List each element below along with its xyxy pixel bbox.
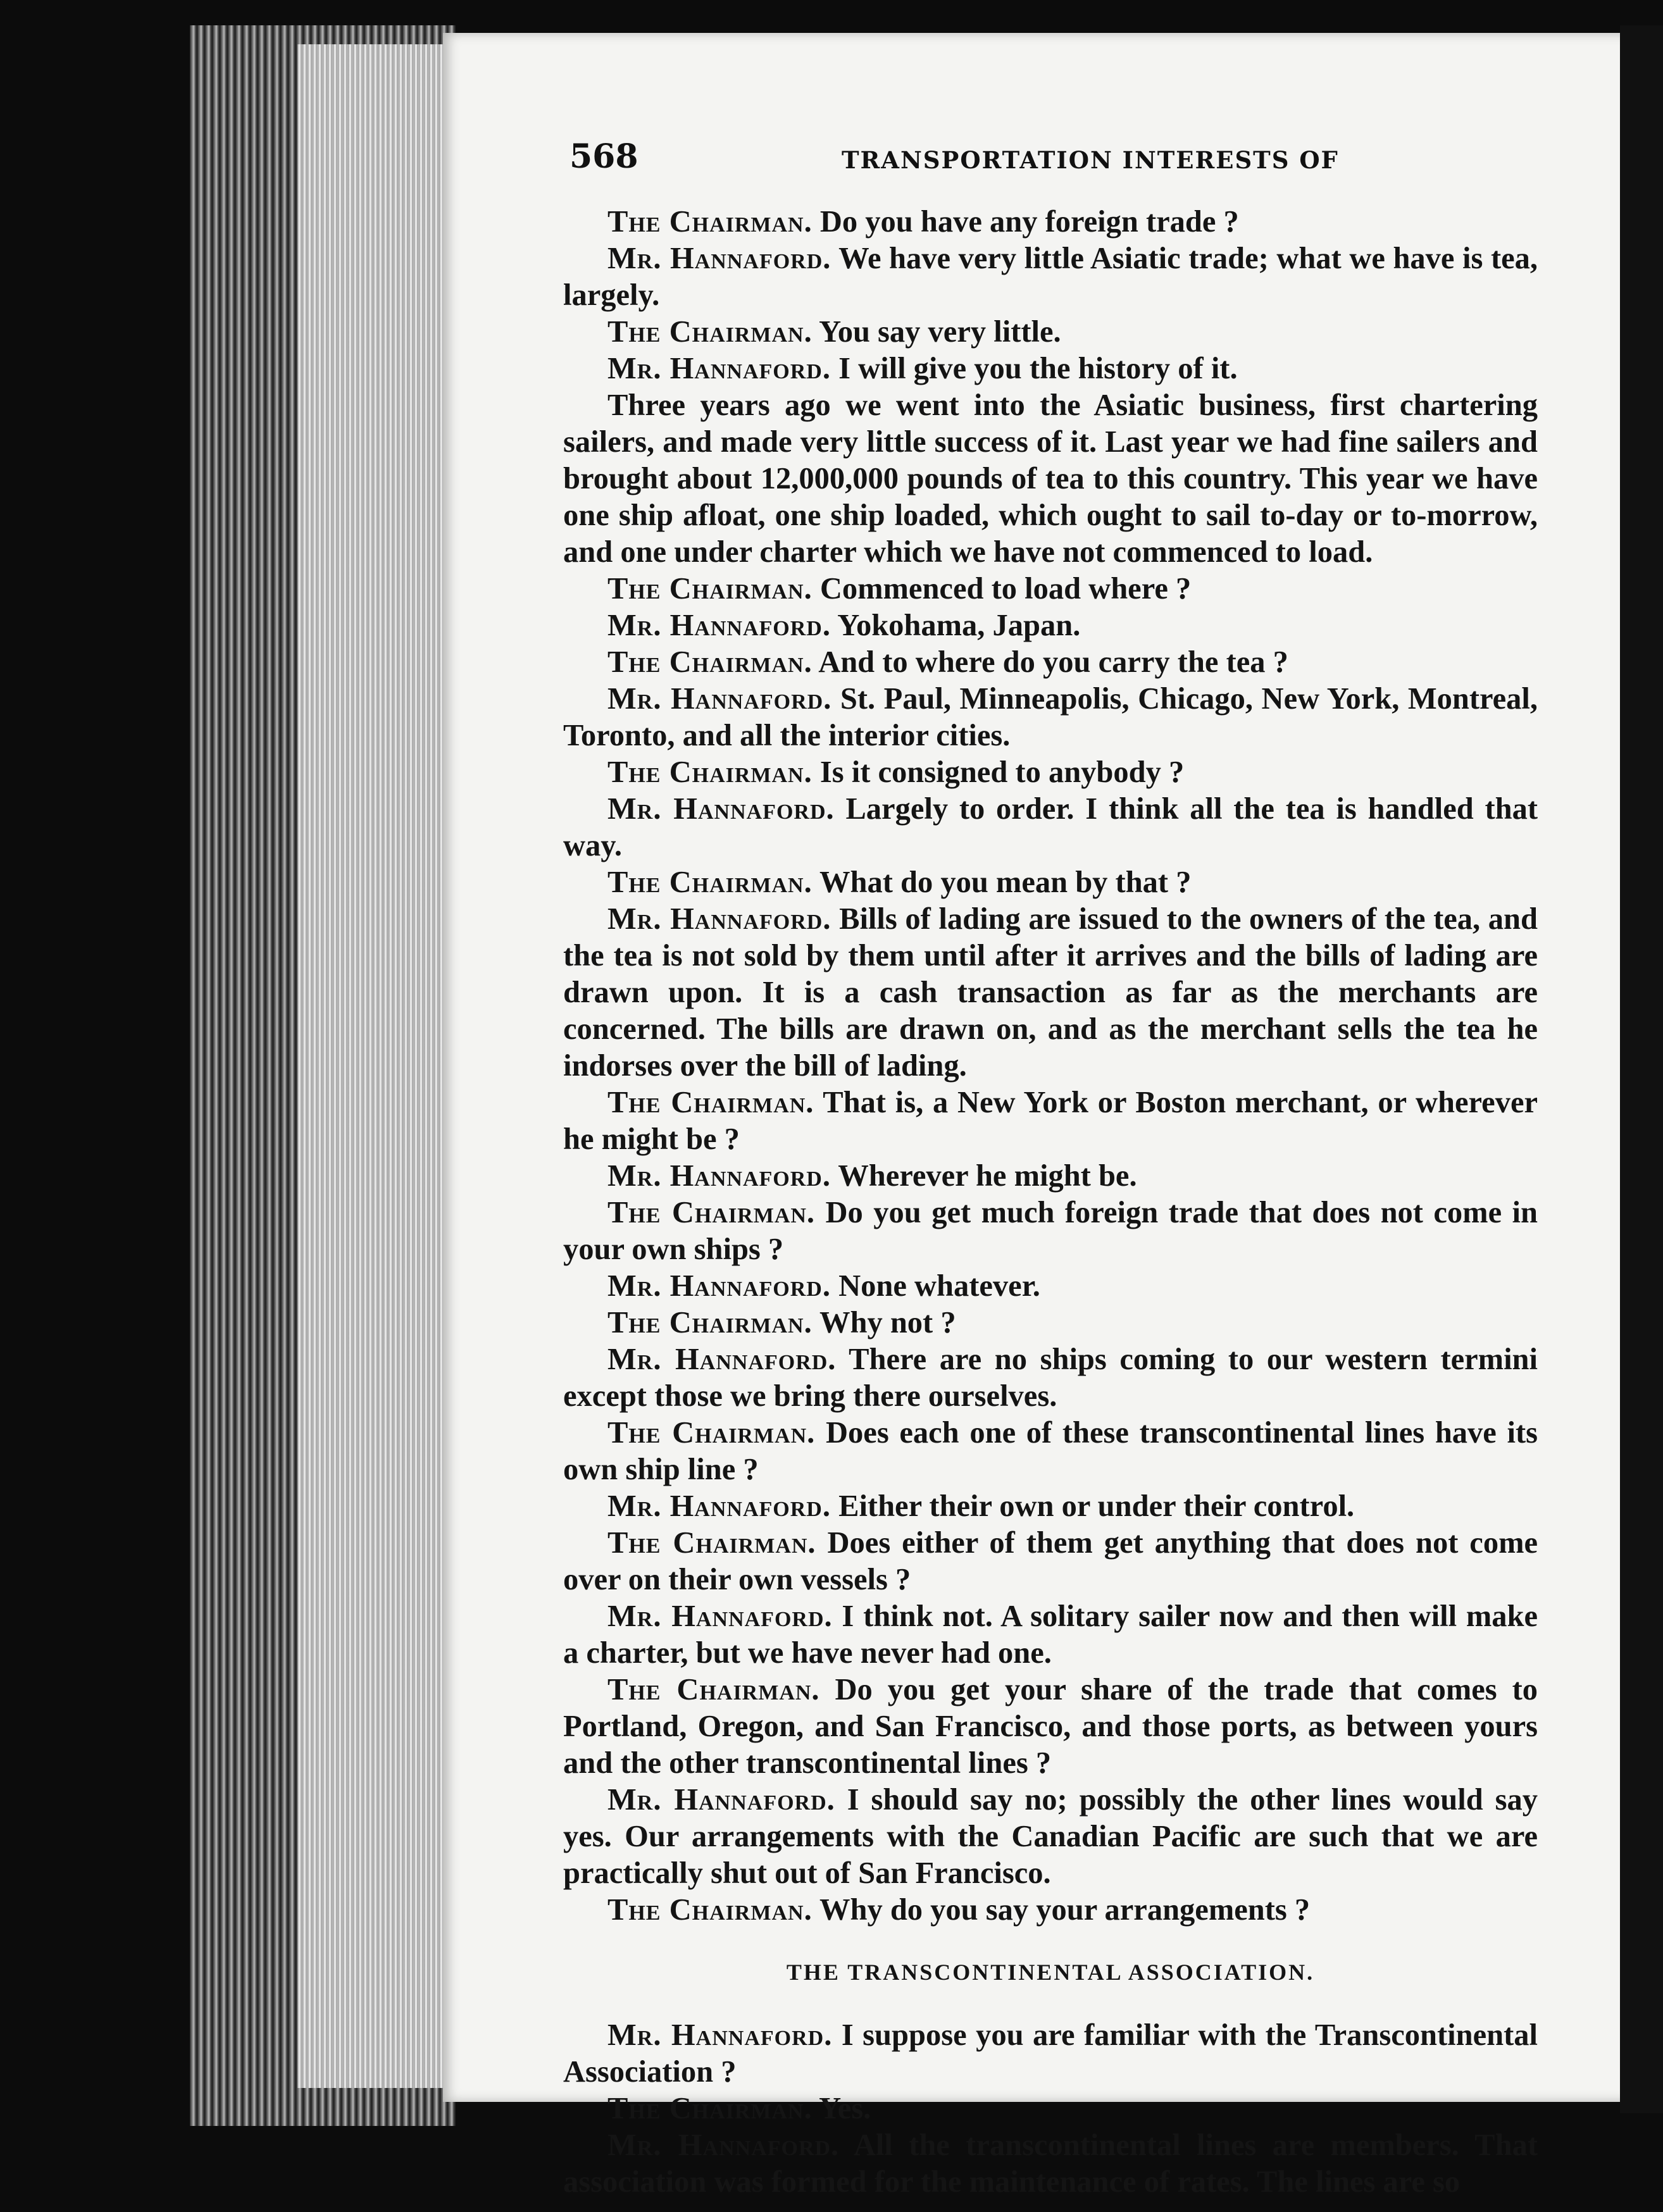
speaker-name: The Chairman. bbox=[607, 2092, 813, 2125]
page-body bbox=[563, 204, 1538, 2201]
paragraph-text: We have very little Asiatic trade; what we have is tea, largely. bbox=[563, 242, 1538, 312]
paragraph-text: None whatever. bbox=[838, 1269, 1040, 1303]
paragraph bbox=[563, 571, 1538, 607]
paragraph-text: Does either of them get anything that does not come over on their own vessels ? bbox=[563, 1526, 1538, 1596]
speaker-name: The Chairman. bbox=[607, 572, 813, 606]
speaker-name: The Chairman. bbox=[607, 1086, 814, 1119]
paragraph bbox=[563, 754, 1538, 791]
paragraph-text: Commenced to load where ? bbox=[819, 572, 1192, 606]
paragraph-text: Either their own or under their control. bbox=[838, 1489, 1355, 1523]
paragraph bbox=[563, 314, 1538, 351]
speaker-name: The Chairman. bbox=[607, 205, 813, 239]
paragraph-text: Largely to order. I think all the tea is handled that way. bbox=[563, 792, 1538, 862]
paragraph bbox=[563, 644, 1538, 681]
paragraph bbox=[563, 607, 1538, 644]
speaker-name: The Chairman. bbox=[607, 645, 813, 679]
paragraph-text: I think not. A solitary sailer now and then will make a charter, but we have never had one. bbox=[563, 1600, 1538, 1670]
paragraph bbox=[563, 1598, 1538, 1672]
speaker-name: The Chairman. bbox=[607, 1893, 813, 1927]
speaker-name: Mr. Hannaford. bbox=[607, 609, 831, 642]
paragraph bbox=[563, 1305, 1538, 1341]
speaker-name: Mr. Hannaford. bbox=[607, 792, 835, 826]
speaker-name: Mr. Hannaford. bbox=[607, 1600, 833, 1633]
paragraph-text: Yes. bbox=[819, 2092, 871, 2125]
speaker-name: The Chairman. bbox=[607, 1526, 816, 1560]
page-right-shadow bbox=[1620, 25, 1663, 2113]
speaker-name: Mr. Hannaford. bbox=[607, 352, 831, 385]
book-page bbox=[443, 33, 1645, 2199]
dialogue-after-heading bbox=[563, 2017, 1538, 2201]
speaker-name: Mr. Hannaford. bbox=[607, 1159, 831, 1193]
page-number: 568 bbox=[570, 137, 638, 176]
paragraph-text: There are no ships coming to our western termini except those we bring there ourselves. bbox=[563, 1343, 1538, 1413]
paragraph-text: St. Paul, Minneapolis, Chicago, New York, Montreal, Toronto, and all the interior cities. bbox=[563, 682, 1538, 752]
paragraph-text: All the transcontinental lines are members. That association was formed for the maintenance of rates. The lines are so bbox=[563, 2128, 1538, 2199]
paragraph bbox=[563, 1672, 1538, 1782]
speaker-name: Mr. Hannaford. bbox=[607, 682, 832, 716]
paragraph-text: Is it consigned to anybody ? bbox=[819, 755, 1185, 789]
speaker-name: The Chairman. bbox=[607, 866, 813, 899]
paragraph-text: Why not ? bbox=[819, 1306, 956, 1339]
paragraph bbox=[563, 681, 1538, 754]
paragraph bbox=[563, 791, 1538, 864]
paragraph-text: You say very little. bbox=[819, 315, 1061, 349]
paragraph bbox=[563, 1158, 1538, 1195]
speaker-name: Mr. Hannaford. bbox=[607, 902, 831, 936]
paragraph bbox=[563, 1084, 1538, 1158]
paragraph-text: Bills of lading are issued to the owners of the tea, and the tea is not sold by them until after it arrives and the bills of lading are drawn upon. It is a cash transaction as far as the merchants are concerned. The bills are drawn on, and as the merchant sells the tea he indorses over the bill of lading. bbox=[563, 902, 1538, 1083]
speaker-name: Mr. Hannaford. bbox=[607, 242, 831, 275]
speaker-name: Mr. Hannaford. bbox=[607, 1489, 831, 1523]
paragraph-text: I suppose you are familiar with the Transcontinental Association ? bbox=[563, 2018, 1538, 2089]
speaker-name: Mr. Hannaford. bbox=[607, 2018, 833, 2052]
paragraph bbox=[563, 1782, 1538, 1892]
paragraph-text: Three years ago we went into the Asiatic business, first chartering sailers, and made very little success of it. Last year we had fine sailers and brought about 12,000,000 pounds of tea to this country. This year we have one ship afloat, one ship loaded, which ought to sail to-day or to-morrow, and one under charter which we have not commenced to load. bbox=[563, 388, 1538, 569]
speaker-name: Mr. Hannaford. bbox=[607, 2128, 840, 2162]
paragraph-text: Does each one of these transcontinental lines have its own ship line ? bbox=[563, 1416, 1538, 1486]
speaker-name: The Chairman. bbox=[607, 1306, 813, 1339]
paragraph-text: Wherever he might be. bbox=[838, 1159, 1137, 1193]
speaker-name: Mr. Hannaford. bbox=[607, 1269, 831, 1303]
dialogue-before-heading bbox=[563, 204, 1538, 1929]
paragraph bbox=[563, 1525, 1538, 1598]
book-page-stack bbox=[297, 44, 443, 2088]
speaker-name: The Chairman. bbox=[607, 315, 813, 349]
paragraph-text: Why do you say your arrangements ? bbox=[819, 1893, 1311, 1927]
speaker-name: The Chairman. bbox=[607, 755, 813, 789]
paragraph bbox=[563, 351, 1538, 387]
paragraph bbox=[563, 1488, 1538, 1525]
paragraph bbox=[563, 864, 1538, 901]
paragraph-text: Do you have any foreign trade ? bbox=[819, 205, 1239, 239]
paragraph bbox=[563, 2017, 1538, 2091]
paragraph-text: And to where do you carry the tea ? bbox=[818, 645, 1288, 679]
paragraph bbox=[563, 1892, 1538, 1929]
paragraph bbox=[563, 2091, 1538, 2127]
speaker-name: The Chairman. bbox=[607, 1416, 816, 1450]
paragraph-text: That is, a New York or Boston merchant, or wherever he might be ? bbox=[563, 1086, 1538, 1156]
section-heading: THE TRANSCONTINENTAL ASSOCIATION. bbox=[786, 1960, 1315, 1985]
paragraph bbox=[563, 1341, 1538, 1415]
paragraph-text: Do you get your share of the trade that comes to Portland, Oregon, and San Francisco, and those ports, as between yours and the other transcontinental lines ? bbox=[563, 1673, 1538, 1780]
paragraph bbox=[563, 1268, 1538, 1305]
speaker-name: The Chairman. bbox=[607, 1673, 820, 1706]
paragraph bbox=[563, 240, 1538, 314]
paragraph bbox=[563, 1415, 1538, 1488]
paragraph bbox=[563, 387, 1538, 571]
paragraph-text: I will give you the history of it. bbox=[838, 352, 1238, 385]
paragraph bbox=[563, 204, 1538, 240]
paragraph bbox=[563, 1195, 1538, 1268]
paragraph-text: I should say no; possibly the other lines would say yes. Our arrangements with the Canadian Pacific are such that we are practically shut out of San Francisco. bbox=[563, 1783, 1538, 1890]
page-header bbox=[570, 137, 1386, 188]
speaker-name: Mr. Hannaford. bbox=[607, 1343, 837, 1376]
running-head: TRANSPORTATION INTERESTS OF bbox=[842, 146, 1339, 174]
speaker-name: The Chairman. bbox=[607, 1196, 816, 1229]
speaker-name: Mr. Hannaford. bbox=[607, 1783, 835, 1817]
paragraph-text: Yokohama, Japan. bbox=[837, 609, 1081, 642]
paragraph bbox=[563, 901, 1538, 1084]
paragraph-text: Do you get much foreign trade that does not come in your own ships ? bbox=[563, 1196, 1538, 1266]
paragraph-text: What do you mean by that ? bbox=[819, 866, 1192, 899]
paragraph bbox=[563, 2127, 1538, 2201]
